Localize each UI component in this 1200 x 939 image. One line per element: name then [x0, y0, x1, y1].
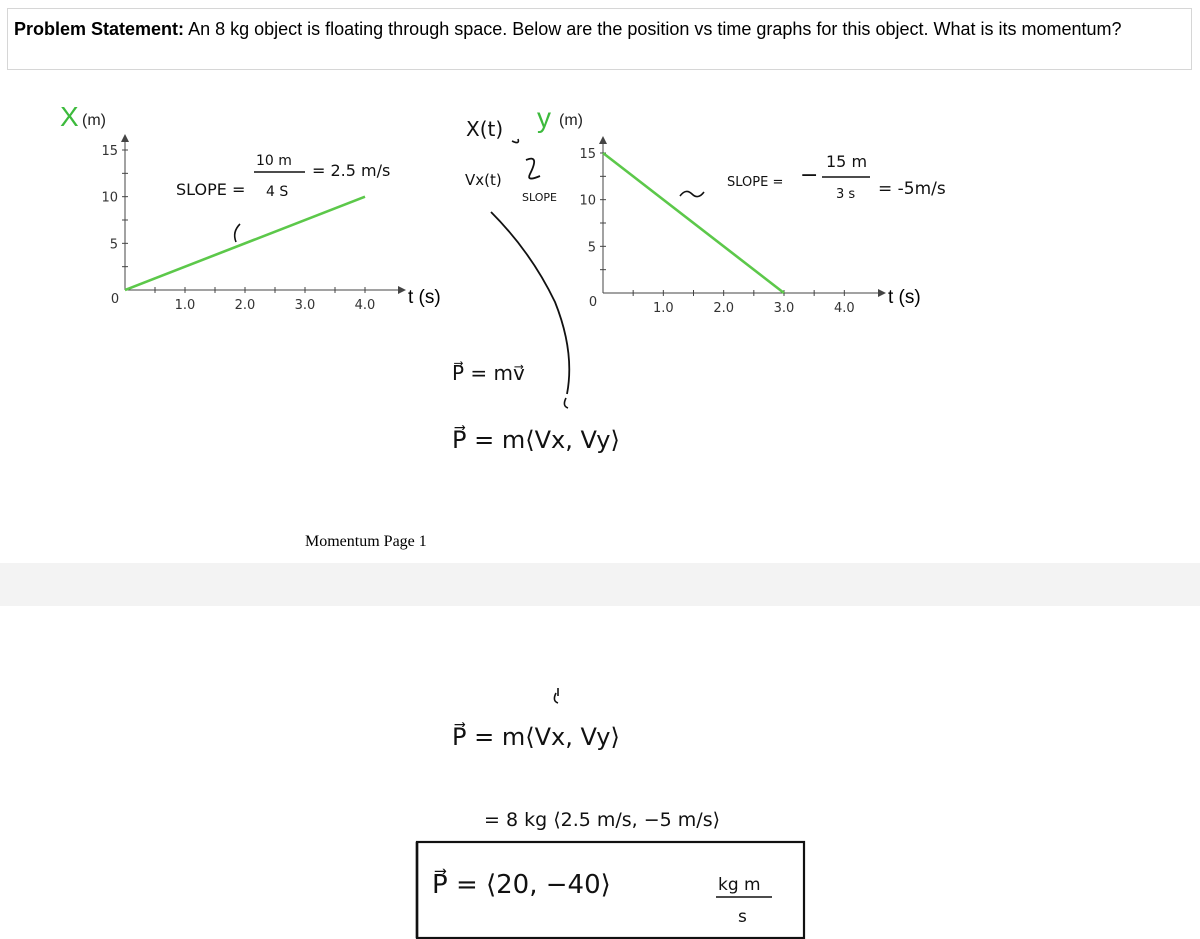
p-vector-2: P⃗ = m⟨Vx, Vy⟩: [452, 723, 620, 751]
y-graph-unit: (m): [559, 112, 583, 129]
x-axis-letter: X: [60, 101, 79, 132]
p-vector: P⃗ = m⟨Vx, Vy⟩: [452, 426, 620, 454]
origin-label: 0: [110, 292, 120, 307]
p-units-denominator: s: [738, 907, 747, 927]
y-position-graph: [537, 102, 921, 316]
x-tick-label: 1.0: [652, 301, 674, 316]
p-units-numerator: kg m: [718, 875, 761, 895]
y-axis-arrow: [599, 136, 607, 144]
slope-right-numerator: 15 m: [826, 152, 868, 171]
slope-word-note: SLOPE: [522, 191, 557, 204]
page-label: Momentum Page 1: [305, 533, 427, 550]
p-formula: P⃗ = mv⃗: [452, 361, 525, 385]
x-tick-label: 4.0: [833, 301, 855, 316]
x-axis-arrow: [878, 289, 886, 297]
x-graph-unit: (m): [82, 112, 106, 129]
x-tick-label: 4.0: [354, 298, 376, 313]
momentum-formulas-page1: [452, 360, 620, 454]
x-graph-xlabel: t (s): [408, 287, 441, 308]
slope-left-label: SLOPE =: [176, 180, 246, 199]
p-answer: P⃗ = ⟨20, −40⟩: [432, 870, 611, 900]
y-graph-xlabel: t (s): [888, 287, 921, 308]
origin-label: 0: [588, 295, 598, 310]
y-axis-letter: y: [537, 102, 551, 133]
y-tick-label: 10: [101, 190, 118, 206]
vx-of-t-note: Vx(t): [465, 171, 502, 189]
x-tick-label: 3.0: [294, 298, 316, 313]
slope-left-result: = 2.5 m/s: [312, 161, 391, 180]
y-tick-label: 15: [579, 147, 596, 163]
x-axis-arrow: [398, 286, 406, 294]
momentum-solution-page2: [417, 688, 804, 938]
slope-right-minus: −: [800, 163, 819, 188]
problem-text: An 8 kg object is floating through space. Below are the position vs time graphs for this object. What is its momentum?: [188, 19, 1122, 39]
x-tick-label: 2.0: [234, 298, 256, 313]
x-tick-label: 1.0: [174, 298, 196, 313]
slope-right-denominator: 3 s: [836, 187, 856, 202]
slope-left-denominator: 4 S: [266, 184, 289, 200]
y-tick-label: 5: [109, 237, 118, 253]
x-tick-label: 3.0: [773, 301, 795, 316]
x-position-graph: [60, 101, 441, 313]
y-tick-label: 10: [579, 193, 596, 209]
problem-label: Problem Statement:: [14, 19, 185, 39]
right-slope-note: [680, 152, 946, 202]
x-tick-label: 2.0: [713, 301, 735, 316]
series-line: [603, 153, 784, 293]
slope-right-result: = -5m/s: [878, 179, 946, 199]
series-line: [125, 197, 365, 290]
x-of-t-note: X(t): [466, 117, 504, 141]
y-tick-label: 15: [101, 144, 118, 160]
slope-right-label: SLOPE =: [727, 175, 784, 190]
p-substituted: = 8 kg ⟨2.5 m/s, −5 m/s⟩: [484, 809, 721, 831]
y-tick-label: 5: [587, 240, 596, 256]
slope-left-numerator: 10 m: [256, 153, 292, 169]
y-axis-arrow: [121, 134, 129, 142]
